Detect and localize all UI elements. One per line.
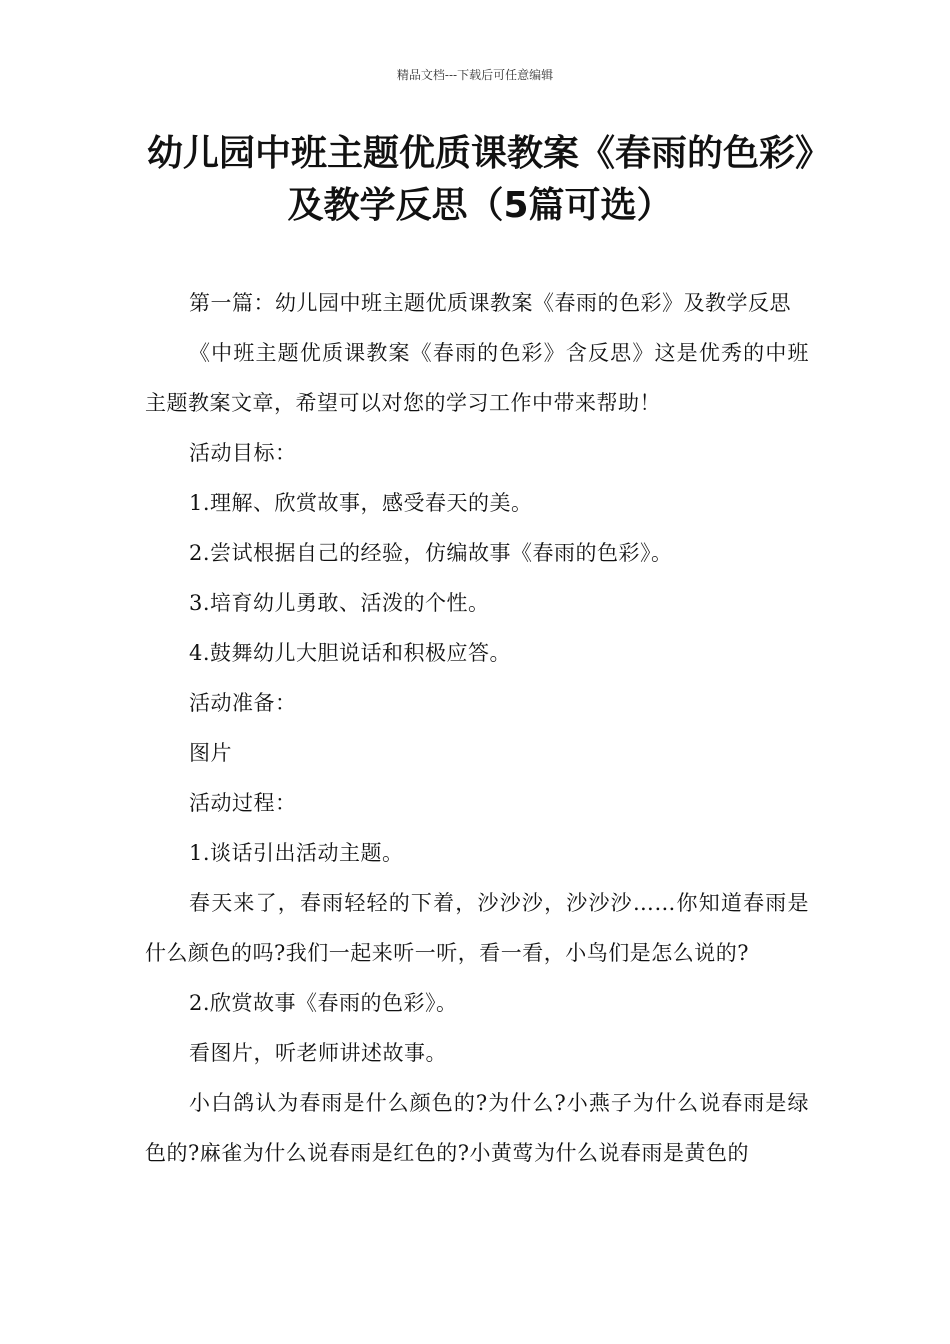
document-body [145,278,809,1178]
document-title: 幼儿园中班主题优质课教案《春雨的色彩》及教学反思（5篇可选） [146,133,813,226]
paragraph-prep-item: 图片 [189,741,232,765]
paragraph-intro: 《中班主题优质课教案《春雨的色彩》含反思》这是优秀的中班主题教案文章，希望可以对您的学习工作中带来帮助！ [145,341,809,415]
paragraph-step-2-text: 看图片，听老师讲述故事。 [189,1041,447,1065]
paragraph-questions: 小白鸽认为春雨是什么颜色的?为什么?小燕子为什么说春雨是绿色的?麻雀为什么说春雨是红色的?小黄莺为什么说春雨是黄色的 [145,1091,809,1165]
paragraph-goal-1: 1.理解、欣赏故事，感受春天的美。 [189,491,533,515]
paragraph-step-1: 1.谈话引出活动主题。 [189,841,404,865]
paragraph-prep-heading: 活动准备： [189,691,297,715]
paragraph-process-heading: 活动过程： [189,791,297,815]
paragraph-step-1-text: 春天来了，春雨轻轻的下着，沙沙沙，沙沙沙……你知道春雨是什么颜色的吗?我们一起来听一听，看一看，小鸟们是怎么说的? [145,891,809,965]
paragraph-goal-4: 4.鼓舞幼儿大胆说话和积极应答。 [189,641,512,665]
paragraph-goals-heading: 活动目标： [189,441,297,465]
header-note: 精品文档---下载后可任意编辑 [396,68,554,82]
paragraph-goal-2: 2.尝试根据自己的经验，仿编故事《春雨的色彩》。 [189,541,673,565]
paragraph-step-2: 2.欣赏故事《春雨的色彩》。 [189,991,458,1015]
paragraph-goal-3: 3.培育幼儿勇敢、活泼的个性。 [189,591,490,615]
paragraph-section-heading: 第一篇：幼儿园中班主题优质课教案《春雨的色彩》及教学反思 [189,291,791,315]
